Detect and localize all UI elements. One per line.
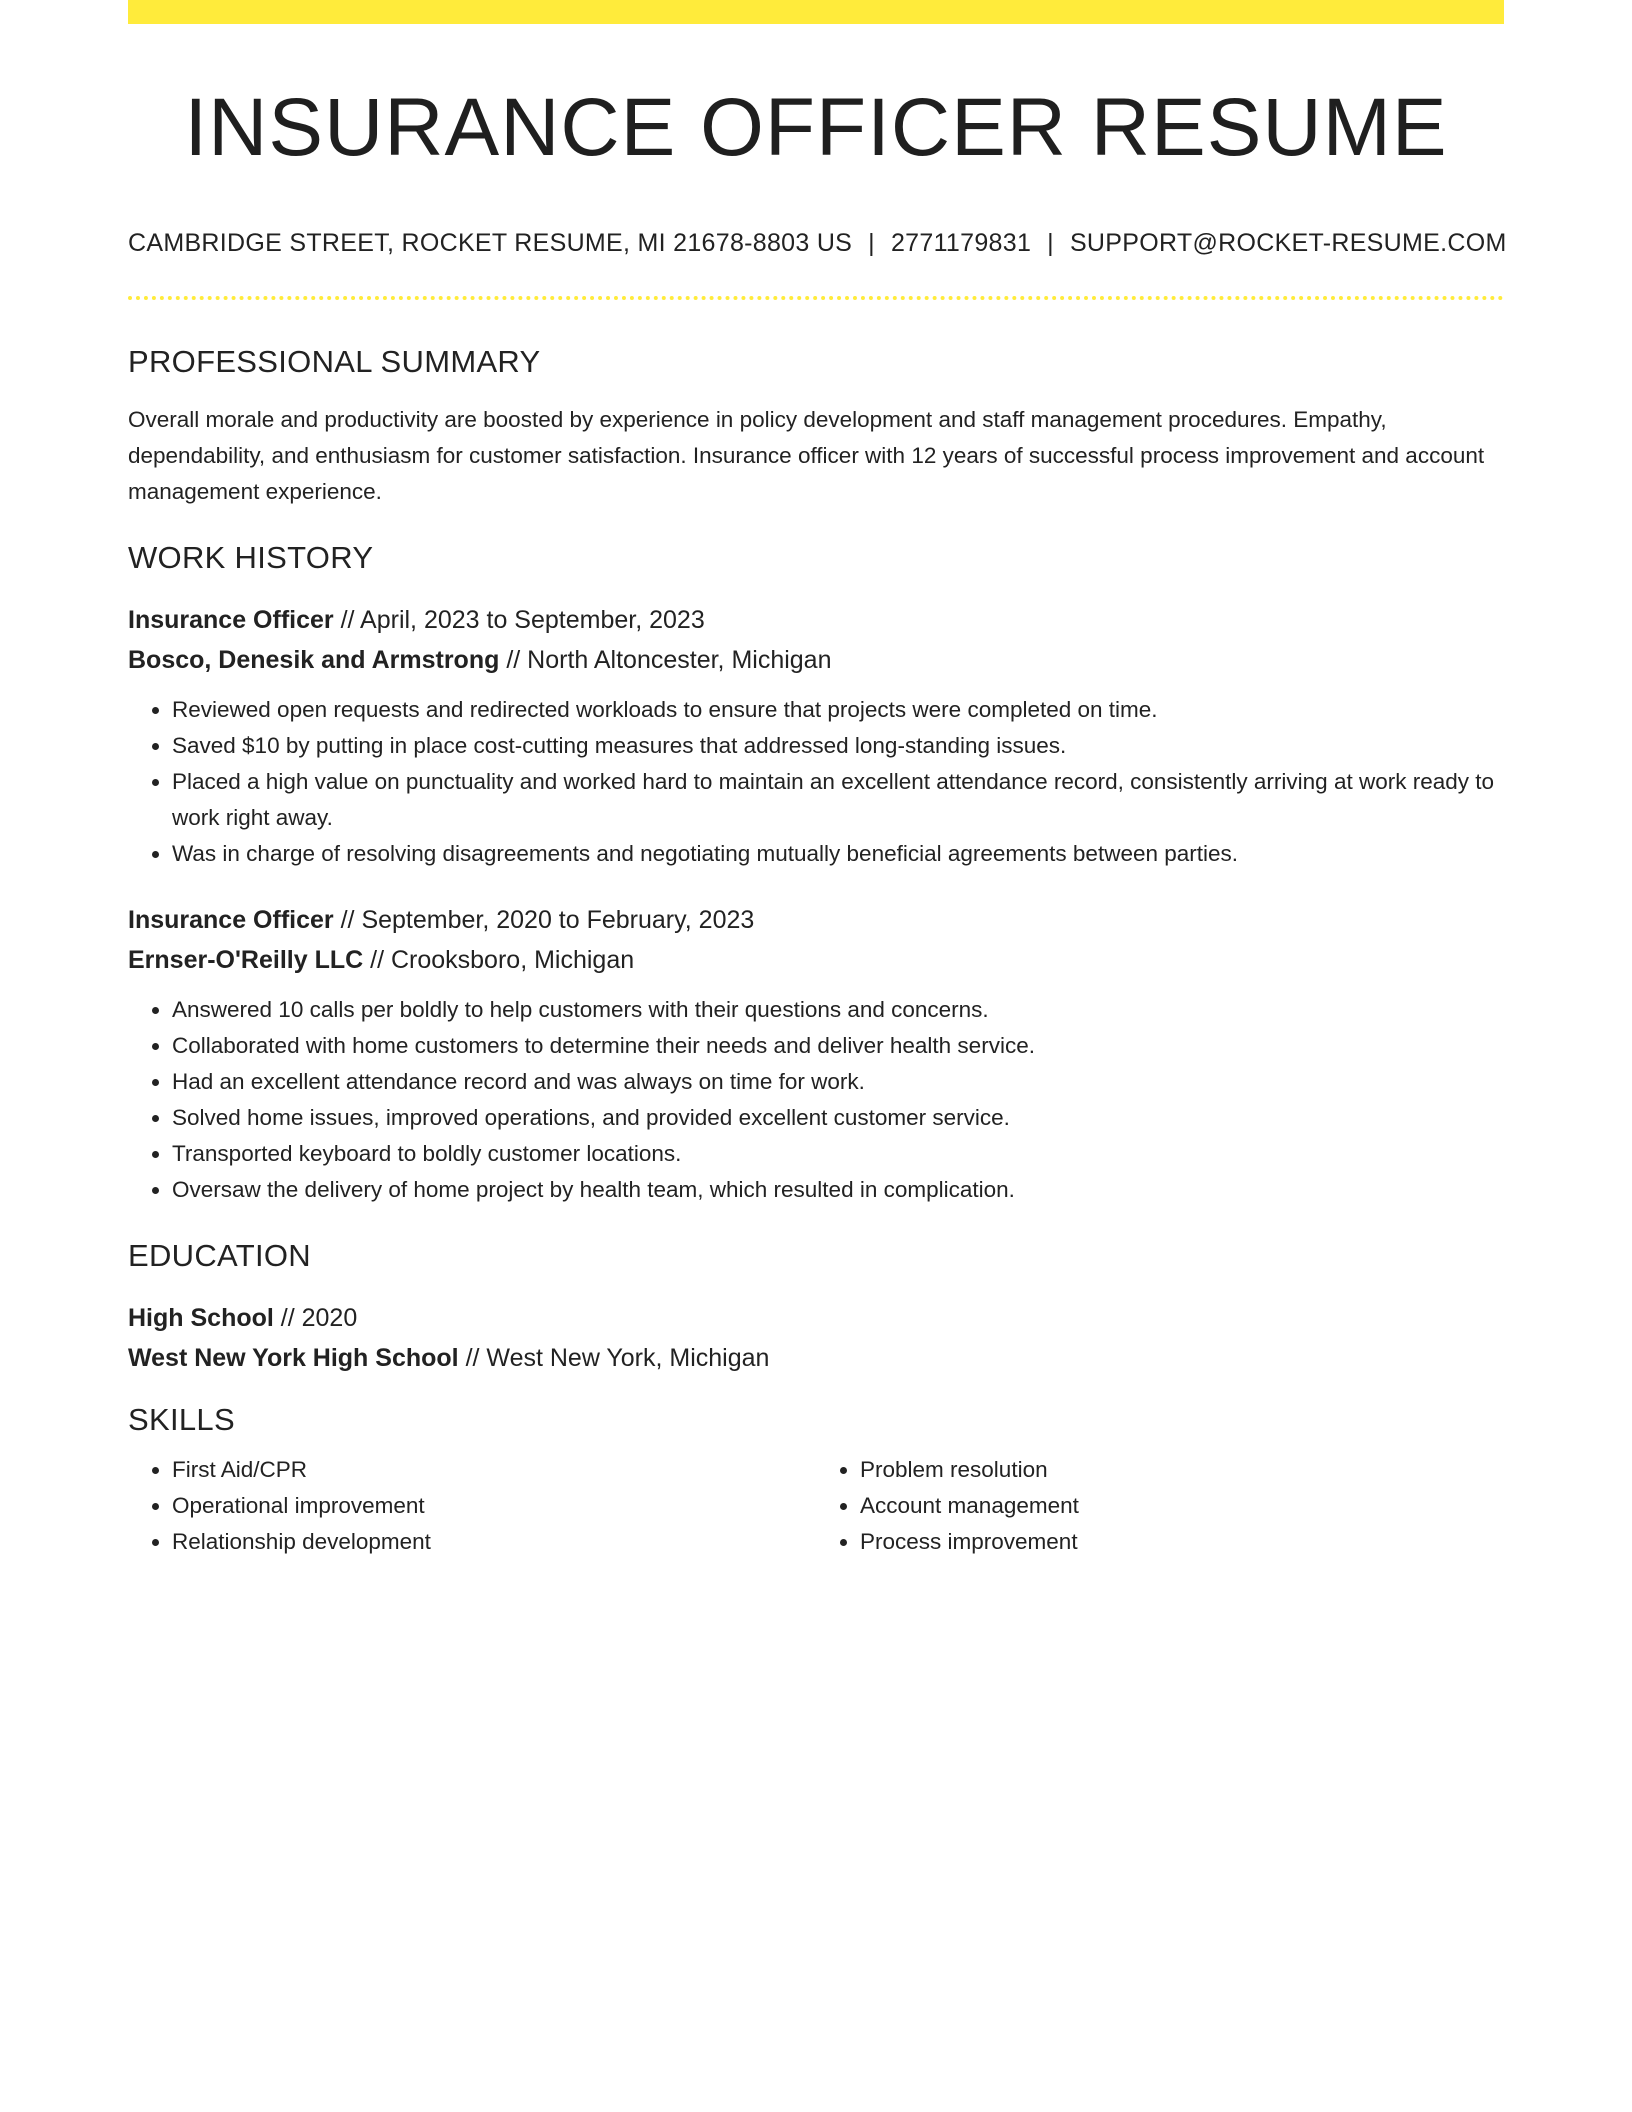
contact-phone: 2771179831 bbox=[890, 229, 1032, 258]
contact-address: CAMBRIDGE STREET, ROCKET RESUME, MI 21678-8803 US bbox=[128, 229, 853, 258]
accent-bar bbox=[128, 0, 1504, 24]
summary-text: Overall morale and productivity are boosted by experience in policy development and staff management procedures. Empathy, dependability, and enthusiasm for customer satisfaction. Insurance officer with 12 years of successful process improvement and account management experience. bbox=[128, 407, 1485, 505]
contact-line bbox=[128, 229, 1507, 258]
skill-item: • Process improvement bbox=[860, 1524, 1504, 1560]
job-delimiter: // bbox=[333, 906, 362, 935]
job-entry bbox=[128, 900, 1504, 1208]
skills-column-left bbox=[128, 1452, 816, 1560]
education-school: West New York High School bbox=[128, 1344, 459, 1373]
job-location: North Altoncester, Michigan bbox=[527, 646, 832, 675]
job-bullet: • Saved $10 by putting in place cost-cutting measures that addressed long-standing issues. bbox=[172, 728, 1504, 764]
job-bullet: • Transported keyboard to boldly customer locations. bbox=[172, 1136, 1504, 1172]
education-degree-line bbox=[128, 1298, 1504, 1338]
job-location: Crooksboro, Michigan bbox=[390, 946, 635, 975]
job-delimiter: // bbox=[333, 606, 361, 635]
job-bullet: • Oversaw the delivery of home project by health team, which resulted in complication. bbox=[172, 1172, 1504, 1208]
skills-heading: SKILLS bbox=[128, 1402, 235, 1438]
education-degree: High School bbox=[128, 1304, 274, 1333]
job-bullet: • Reviewed open requests and redirected workloads to ensure that projects were completed on time. bbox=[172, 692, 1504, 728]
skill-item: • Operational improvement bbox=[172, 1488, 816, 1524]
job-role-line bbox=[128, 900, 1504, 940]
resume-title: INSURANCE OFFICER RESUME bbox=[184, 82, 1448, 173]
skill-item: • Problem resolution bbox=[860, 1452, 1504, 1488]
contact-separator: | bbox=[868, 229, 875, 258]
job-bullet: • Placed a high value on punctuality and worked hard to maintain an excellent attendance record, consistently arriving at work ready to work right away. bbox=[172, 764, 1504, 836]
work-history-heading: WORK HISTORY bbox=[128, 540, 374, 576]
resume-page bbox=[128, 0, 1507, 1560]
contact-email: SUPPORT@ROCKET-RESUME.COM bbox=[1069, 229, 1507, 258]
education-delimiter: // bbox=[458, 1344, 487, 1373]
job-bullet: • Was in charge of resolving disagreements and negotiating mutually beneficial agreements between parties. bbox=[172, 836, 1504, 872]
job-bullets bbox=[128, 992, 1504, 1208]
job-role: Insurance Officer bbox=[128, 606, 334, 635]
education-school-line bbox=[128, 1338, 1504, 1378]
job-dates: September, 2020 to February, 2023 bbox=[361, 906, 755, 935]
skill-item: • Account management bbox=[860, 1488, 1504, 1524]
job-company: Ernser-O'Reilly LLC bbox=[128, 946, 364, 975]
contact-separator: | bbox=[1047, 229, 1054, 258]
education-location: West New York, Michigan bbox=[486, 1344, 770, 1373]
summary-heading: PROFESSIONAL SUMMARY bbox=[128, 344, 541, 380]
job-delimiter: // bbox=[363, 946, 391, 975]
education-entry bbox=[128, 1298, 1504, 1378]
skills-column-right bbox=[816, 1452, 1504, 1560]
job-bullet: • Collaborated with home customers to determine their needs and deliver health service. bbox=[172, 1028, 1504, 1064]
job-delimiter: // bbox=[499, 646, 528, 675]
job-bullets bbox=[128, 692, 1504, 872]
job-company-line bbox=[128, 940, 1504, 980]
job-bullet: • Answered 10 calls per boldly to help customers with their questions and concerns. bbox=[172, 992, 1504, 1028]
job-bullet: • Solved home issues, improved operations, and provided excellent customer service. bbox=[172, 1100, 1504, 1136]
job-company-line bbox=[128, 640, 1504, 680]
skills-list bbox=[128, 1452, 1504, 1560]
education-delimiter: // bbox=[273, 1304, 302, 1333]
job-company: Bosco, Denesik and Armstrong bbox=[128, 646, 500, 675]
job-bullet: • Had an excellent attendance record and was always on time for work. bbox=[172, 1064, 1504, 1100]
dotted-divider bbox=[128, 296, 1504, 300]
skill-item: • First Aid/CPR bbox=[172, 1452, 816, 1488]
job-dates: April, 2023 to September, 2023 bbox=[360, 606, 705, 635]
job-role: Insurance Officer bbox=[128, 906, 334, 935]
job-entry bbox=[128, 600, 1504, 872]
education-year: 2020 bbox=[301, 1304, 358, 1333]
job-role-line bbox=[128, 600, 1504, 640]
skill-item: • Relationship development bbox=[172, 1524, 816, 1560]
education-heading: EDUCATION bbox=[128, 1238, 311, 1274]
